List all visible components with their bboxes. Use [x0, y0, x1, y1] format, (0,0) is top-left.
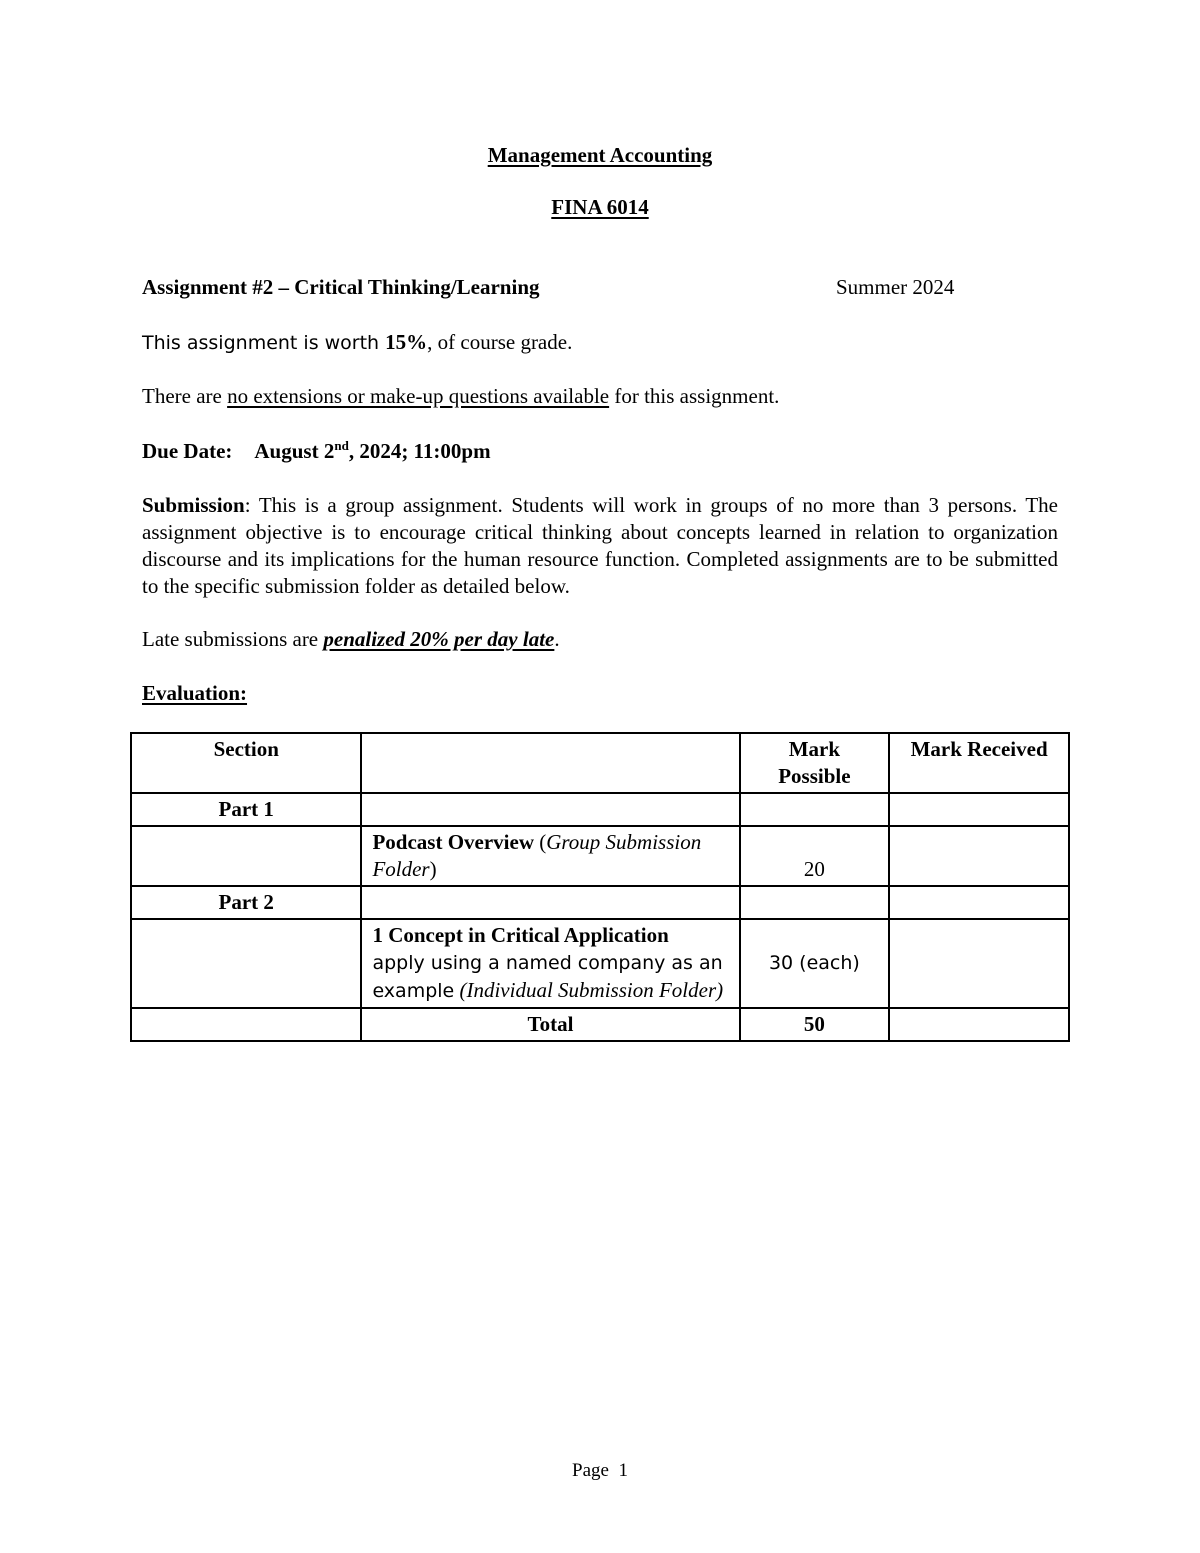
total-label: Total: [361, 1008, 739, 1041]
part1-item-note: Group Submission Folder: [372, 830, 702, 881]
page-footer: [0, 1460, 1200, 1482]
assignment-title: Assignment #2 – Critical Thinking/Learning: [142, 275, 540, 299]
table-row: [131, 886, 1069, 919]
part1-label: Part 1: [131, 793, 361, 826]
part2-item-note: (Individual Submission Folder): [454, 978, 724, 1002]
part1-received: [889, 826, 1069, 886]
part2-label: Part 2: [131, 886, 361, 919]
table-row: [131, 826, 1069, 886]
total-mark: 50: [740, 1008, 890, 1041]
submission-paragraph: [142, 492, 1058, 600]
extensions-statement: [142, 384, 779, 409]
evaluation-heading: Evaluation:: [142, 681, 248, 705]
extensions-suffix: for this assignment.: [609, 384, 780, 408]
extensions-emphasis: no extensions or make-up questions available: [227, 384, 610, 408]
term: Summer 2024: [836, 275, 955, 299]
table-total-row: [131, 1008, 1069, 1041]
document-title: Management Accounting: [487, 143, 713, 167]
due-date-rest: , 2024; 11:00pm: [348, 439, 491, 463]
due-label: Due Date:: [142, 439, 233, 463]
header-mark-possible: Mark Possible: [740, 733, 890, 793]
table-header-row: [131, 733, 1069, 793]
page-label: Page: [572, 1460, 609, 1481]
part1-mark: 20: [740, 826, 890, 886]
late-suffix: .: [554, 627, 560, 651]
course-code: FINA 6014: [551, 195, 649, 219]
part2-item-title: 1 Concept in Critical Application: [372, 923, 669, 947]
grade-weight-statement: [142, 330, 572, 355]
page-number: 1: [618, 1460, 628, 1481]
part1-item: Podcast Overview (Group Submission Folder): [361, 826, 739, 886]
part2-mark: 30 (each): [740, 919, 890, 1008]
part2-received: [889, 919, 1069, 1008]
header-description: [361, 733, 739, 793]
late-emphasis: penalized 20% per day late: [323, 627, 555, 651]
late-policy: [142, 627, 560, 652]
extensions-prefix: There are: [142, 384, 228, 408]
submission-text: : This is a group assignment. Students will work in groups of no more than 3 persons. The assignment objective is to encourage critical thinking about concepts learned in relation to organization discourse and its implications for the human resource function. Completed assignments are to be submitted to the specific submission folder as detailed below.: [142, 493, 1058, 598]
worth-value: 15%: [385, 330, 428, 354]
due-date: [142, 438, 491, 464]
part2-item-desc: apply using a named company as an example: [372, 952, 723, 1002]
due-date-sup: nd: [334, 438, 349, 453]
worth-prefix: This assignment is worth: [142, 332, 386, 354]
header-mark-received: Mark Received: [889, 733, 1069, 793]
due-date-main: August 2: [254, 439, 335, 463]
part2-item: [361, 919, 739, 1008]
table-row: [131, 793, 1069, 826]
part1-item-title: Podcast Overview: [372, 830, 534, 854]
late-prefix: Late submissions are: [142, 627, 324, 651]
worth-suffix: , of course grade.: [427, 330, 573, 354]
evaluation-table: [130, 732, 1070, 1042]
total-received: [889, 1008, 1069, 1041]
header-section: Section: [131, 733, 361, 793]
table-row: [131, 919, 1069, 1008]
submission-label: Submission: [142, 493, 245, 517]
